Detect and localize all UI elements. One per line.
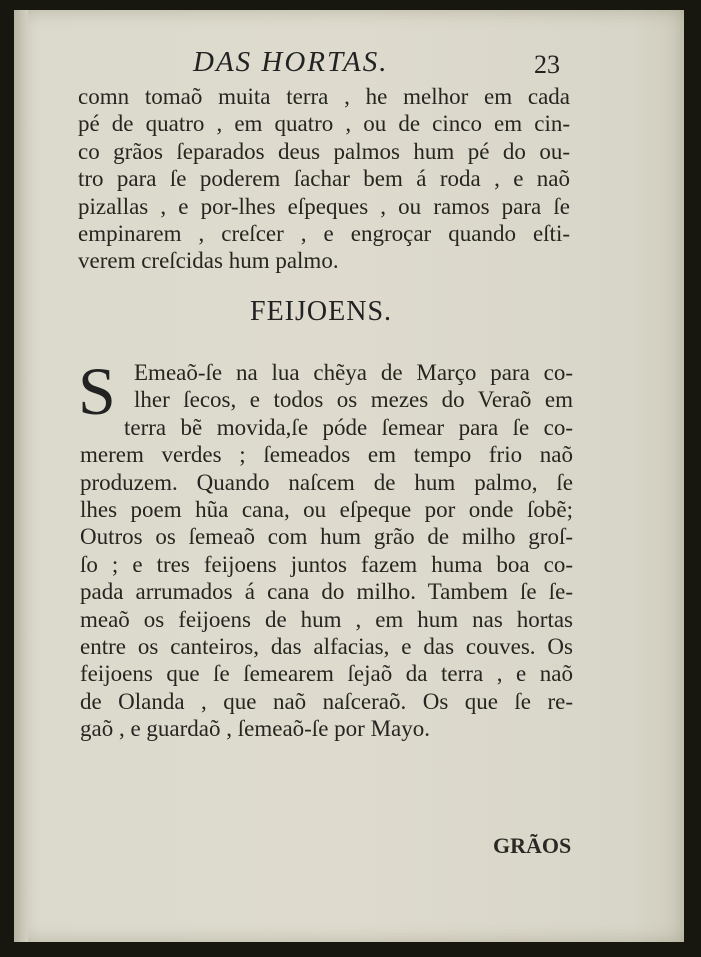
text-line: Emeaõ-ſe na lua chẽya de Março para co- [134,360,573,385]
text-line: ſo ; e tres feijoens juntos fazem huma boa co- [80,551,573,577]
text-line: feijoens que ſe ſemearem ſejaõ da terra , e naõ [80,661,573,687]
text-line: co grãos ſeparados deus palmos hum pé do ou- [78,138,570,164]
section-heading: FEIJOENS. [250,296,393,327]
text-line: entre os canteiros, das alfacias, e das couves. Os [80,634,573,660]
text-line: verem creſcidas hum palmo. [78,248,339,274]
text-line: lher ſecos, e todos os mezes do Veraõ em [134,387,573,413]
paragraph-2 [78,353,573,743]
text-line: tro para ſe poderem ſachar bem á roda , e naõ [78,166,570,192]
text-line: pizallas , e por-lhes eſpeques , ou ramos para ſe [78,193,570,219]
text-line: pé de quatro , em quatro , ou de cinco em cin- [78,111,570,137]
paragraph-1 [78,83,570,275]
text-line: gaõ , e guardaõ , ſemeaõ-ſe por Mayo. [80,716,430,742]
text-line: terra bẽ movida,ſe póde ſemear para ſe co- [124,414,573,440]
page-number: 23 [534,50,560,79]
text-line: lhes poem hũa cana, ou eſpeque por onde ſobẽ; [80,497,573,523]
text-line: meaõ os feijoens de hum , em hum nas hortas [80,606,573,632]
running-head: DAS HORTAS. [193,46,389,78]
text-line: de Olanda , que naõ naſceraõ. Os que ſe re- [80,688,573,714]
text-line: produzem. Quando naſcem de hum palmo, ſe [80,469,573,495]
text-line: pada arrumados á cana do milho. Tambem ſe ſe- [80,579,573,605]
catchword: GRÃOS [493,833,572,858]
book-gutter [14,10,28,942]
text-line: comn tomaõ muita terra , he melhor em cada [78,84,570,109]
drop-capital: S [78,353,116,429]
text-line: empinarem , creſcer , e engroçar quando eſti- [78,221,570,247]
text-line: Outros os ſemeaõ com hum grão de milho groſ- [80,524,573,550]
text-line: merem verdes ; ſemeados em tempo frio naõ [80,442,573,468]
